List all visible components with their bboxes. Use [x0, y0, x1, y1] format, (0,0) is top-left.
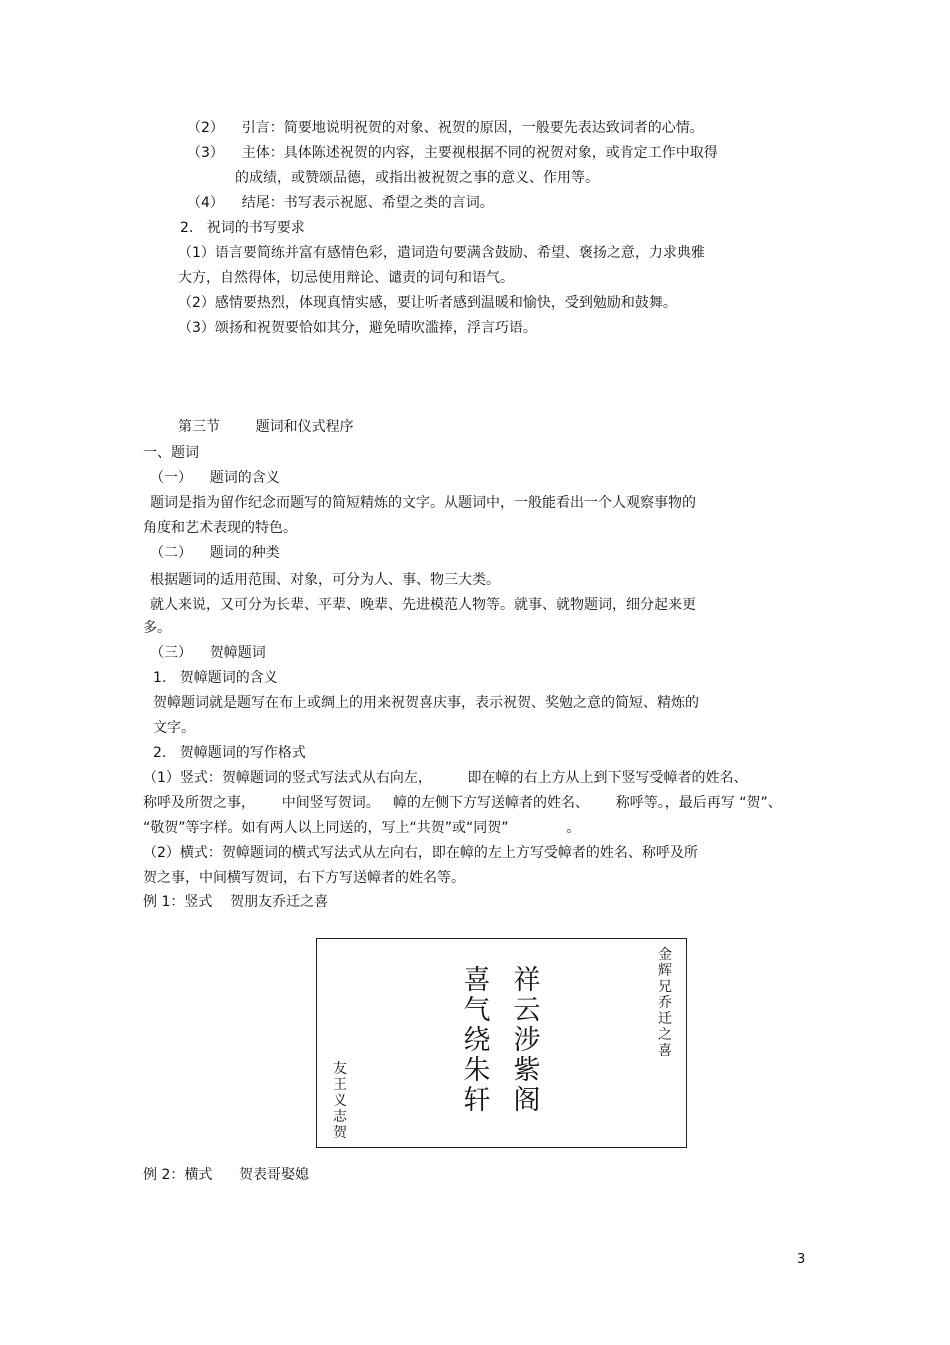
banner-char: 祥: [513, 965, 541, 996]
text-line: 就人来说，又可分为长辈、平辈、晚辈、先进模范人物等。就事、就物题词，细分起来更: [150, 597, 696, 613]
page-number: 3: [797, 1252, 806, 1267]
banner-phrase-right: [512, 966, 542, 1116]
text-line: （3） 主体：具体陈述祝贺的内容，主要视根据不同的祝贺对象，或肯定工作中取得: [187, 145, 718, 161]
text-line: （2）横式：贺幛题词的横式写法式从左向右，即在幛的左上方写受幛者的姓名、称呼及所: [143, 845, 698, 861]
banner-char: 志: [333, 1109, 347, 1125]
text-line: （3）颂扬和祝贺要恰如其分，避免晴吹滥捧，浮言巧语。: [178, 320, 537, 336]
text-line: 多。: [143, 620, 171, 636]
text-line: （1）语言要简练并富有感情色彩，遣词造句要满含鼓励、希望、褒扬之意，力求典雅: [178, 245, 705, 261]
banner-char: 喜: [658, 1043, 672, 1059]
text-line: 2. 贺幛题词的写作格式: [153, 745, 306, 761]
banner-sender: [332, 1061, 348, 1141]
banner-char: 王: [333, 1077, 347, 1093]
banner-recipient: [657, 947, 673, 1059]
banner-char: 辉: [658, 963, 672, 979]
example-label: 例 2：横式 贺表哥娶媳: [143, 1167, 310, 1183]
banner-char: 气: [463, 995, 491, 1026]
banner-phrase-left: [462, 966, 492, 1116]
banner-char: 之: [658, 1027, 672, 1043]
banner-char: 兄: [658, 979, 672, 995]
banner-char: 紫: [513, 1055, 541, 1086]
subheading: （三） 贺幛题词: [150, 645, 266, 661]
text-line: （2）感情要热烈，体现真情实感，要让听者感到温暖和愉快，受到勉励和鼓舞。: [178, 295, 677, 311]
banner-char: 乔: [658, 995, 672, 1011]
text-line: 贺之事，中间横写贺词，右下方写送幛者的姓名等。: [143, 870, 465, 886]
text-line: 大方，自然得体，切忌使用辩论、谴责的词句和语气。: [178, 270, 514, 286]
banner-char: 友: [333, 1061, 347, 1077]
banner-char: 涉: [513, 1025, 541, 1056]
section-title: 第三节 题词和仪式程序: [178, 419, 354, 435]
banner-frame: [316, 938, 687, 1148]
heading: 一、题词: [143, 445, 199, 461]
text-line: 的成绩，或赞颂品德，或指出被祝贺之事的意义、作用等。: [235, 170, 599, 186]
text-line: 1. 贺幛题词的含义: [153, 670, 278, 686]
banner-char: 轩: [463, 1085, 491, 1116]
text-line: 文字。: [153, 720, 195, 736]
banner-char: 金: [658, 947, 672, 963]
text-line: （1）竖式：贺幛题词的竖式写法式从右向左， 即在幛的右上方从上到下竖写受幛者的姓名、: [143, 770, 748, 786]
text-line: 2. 祝词的书写要求: [180, 220, 305, 236]
banner-char: 义: [333, 1093, 347, 1109]
text-line: 根据题词的适用范围、对象，可分为人、事、物三大类。: [150, 572, 500, 588]
text-line: （4） 结尾：书写表示祝愿、希望之类的言词。: [187, 195, 494, 211]
banner-char: 喜: [463, 965, 491, 996]
banner-char: 贺: [333, 1125, 347, 1141]
banner-char: 迁: [658, 1011, 672, 1027]
banner-char: 绕: [463, 1025, 491, 1056]
subheading: （一） 题词的含义: [150, 470, 280, 486]
text-line: 题词是指为留作纪念而题写的简短精炼的文字。从题词中，一般能看出一个人观察事物的: [150, 495, 696, 511]
text-line: 贺幛题词就是题写在布上或绸上的用来祝贺喜庆事，表示祝贺、奖勉之意的简短、精炼的: [153, 695, 699, 711]
text-line: 称呼及所贺之事， 中间竖写贺词。 幛的左侧下方写送幛者的姓名、 称呼等。，最后再写 “贺”、: [143, 795, 782, 811]
text-line: “敬贺”等字样。如有两人以上同送的，写上“共贺”或“同贺” 。: [143, 820, 581, 836]
banner-char: 云: [513, 995, 541, 1026]
subheading: （二） 题词的种类: [150, 545, 280, 561]
banner-char: 阁: [513, 1085, 541, 1116]
banner-char: 朱: [463, 1055, 491, 1086]
example-label: 例 1：竖式 贺朋友乔迁之喜: [143, 894, 329, 910]
text-line: 角度和艺术表现的特色。: [143, 520, 297, 536]
text-line: （2） 引言：简要地说明祝贺的对象、祝贺的原因，一般要先表达致词者的心情。: [187, 120, 704, 136]
